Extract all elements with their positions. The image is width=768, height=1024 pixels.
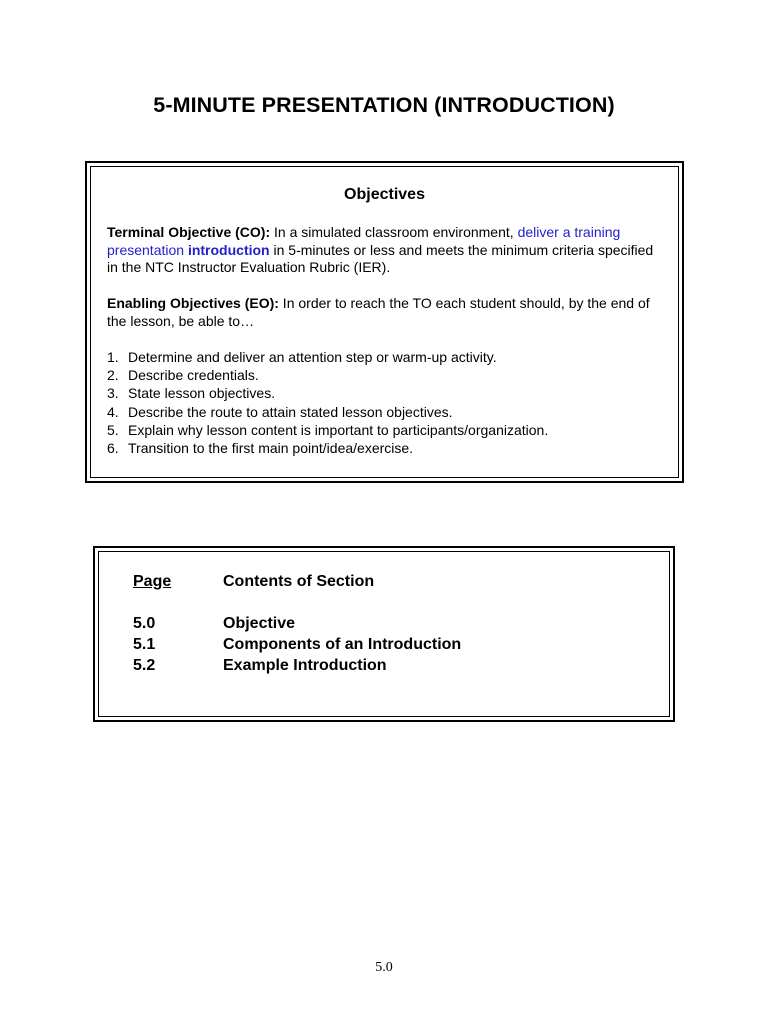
contents-row-page: 5.0 [133, 615, 156, 632]
list-item-number: 3. [107, 385, 119, 402]
terminal-objective-text-before: In a simulated classroom environment, [270, 224, 518, 240]
list-item [107, 348, 667, 366]
table-row [133, 615, 295, 633]
contents-header-title: Contents of Section [223, 573, 375, 590]
contents-row-title: Components of an Introduction [223, 636, 462, 653]
list-item [107, 403, 667, 421]
contents-row-page: 5.2 [133, 657, 156, 674]
objectives-list [107, 348, 667, 457]
objectives-box [85, 161, 684, 483]
list-item [107, 366, 667, 384]
list-item-text: Determine and deliver an attention step or warm-up activity. [128, 349, 497, 365]
table-row [133, 657, 387, 675]
terminal-objective-paragraph [107, 224, 667, 277]
list-item-text: Describe the route to attain stated lesson objectives. [128, 403, 453, 420]
contents-row-title: Example Introduction [223, 657, 387, 674]
enabling-objective-paragraph [107, 295, 667, 330]
list-item-number: 4. [107, 403, 119, 420]
list-item-text: State lesson objectives. [128, 385, 276, 402]
enabling-objective-text: In order to reach the TO each student should, by the end of the lesson, be able to… [107, 295, 650, 329]
terminal-objective-text-after: in 5-minutes or less and meets the minimum criteria specified in the NTC Instructor Evaluation Rubric (IER). [107, 241, 654, 275]
list-item-number: 2. [107, 367, 119, 384]
list-item [107, 421, 667, 439]
list-item-text: Transition to the first main point/idea/exercise. [128, 440, 414, 457]
contents-header-row [133, 573, 374, 591]
list-item-number: 6. [107, 440, 119, 457]
terminal-objective-label: Terminal Objective (CO): [107, 224, 271, 240]
list-item-number: 5. [107, 421, 119, 438]
terminal-objective-highlight-bold: introduction [187, 241, 270, 258]
contents-row-title: Objective [223, 615, 296, 632]
document-title: 5-MINUTE PRESENTATION (INTRODUCTION) [153, 93, 615, 117]
table-row [133, 636, 461, 654]
list-item [107, 439, 667, 457]
contents-row-page: 5.1 [133, 636, 156, 653]
section-contents-box [93, 546, 675, 722]
objectives-heading: Objectives [344, 186, 425, 203]
enabling-objective-label: Enabling Objectives (EO): [107, 295, 279, 311]
list-item-text: Describe credentials. [128, 367, 259, 384]
page-number: 5.0 [375, 960, 393, 975]
contents-header-page: Page [133, 573, 172, 590]
list-item [107, 384, 667, 402]
list-item-text: Explain why lesson content is important to participants/organization. [128, 421, 549, 438]
terminal-objective-highlight: deliver a training presentation [107, 224, 621, 258]
list-item-number: 1. [107, 349, 119, 365]
